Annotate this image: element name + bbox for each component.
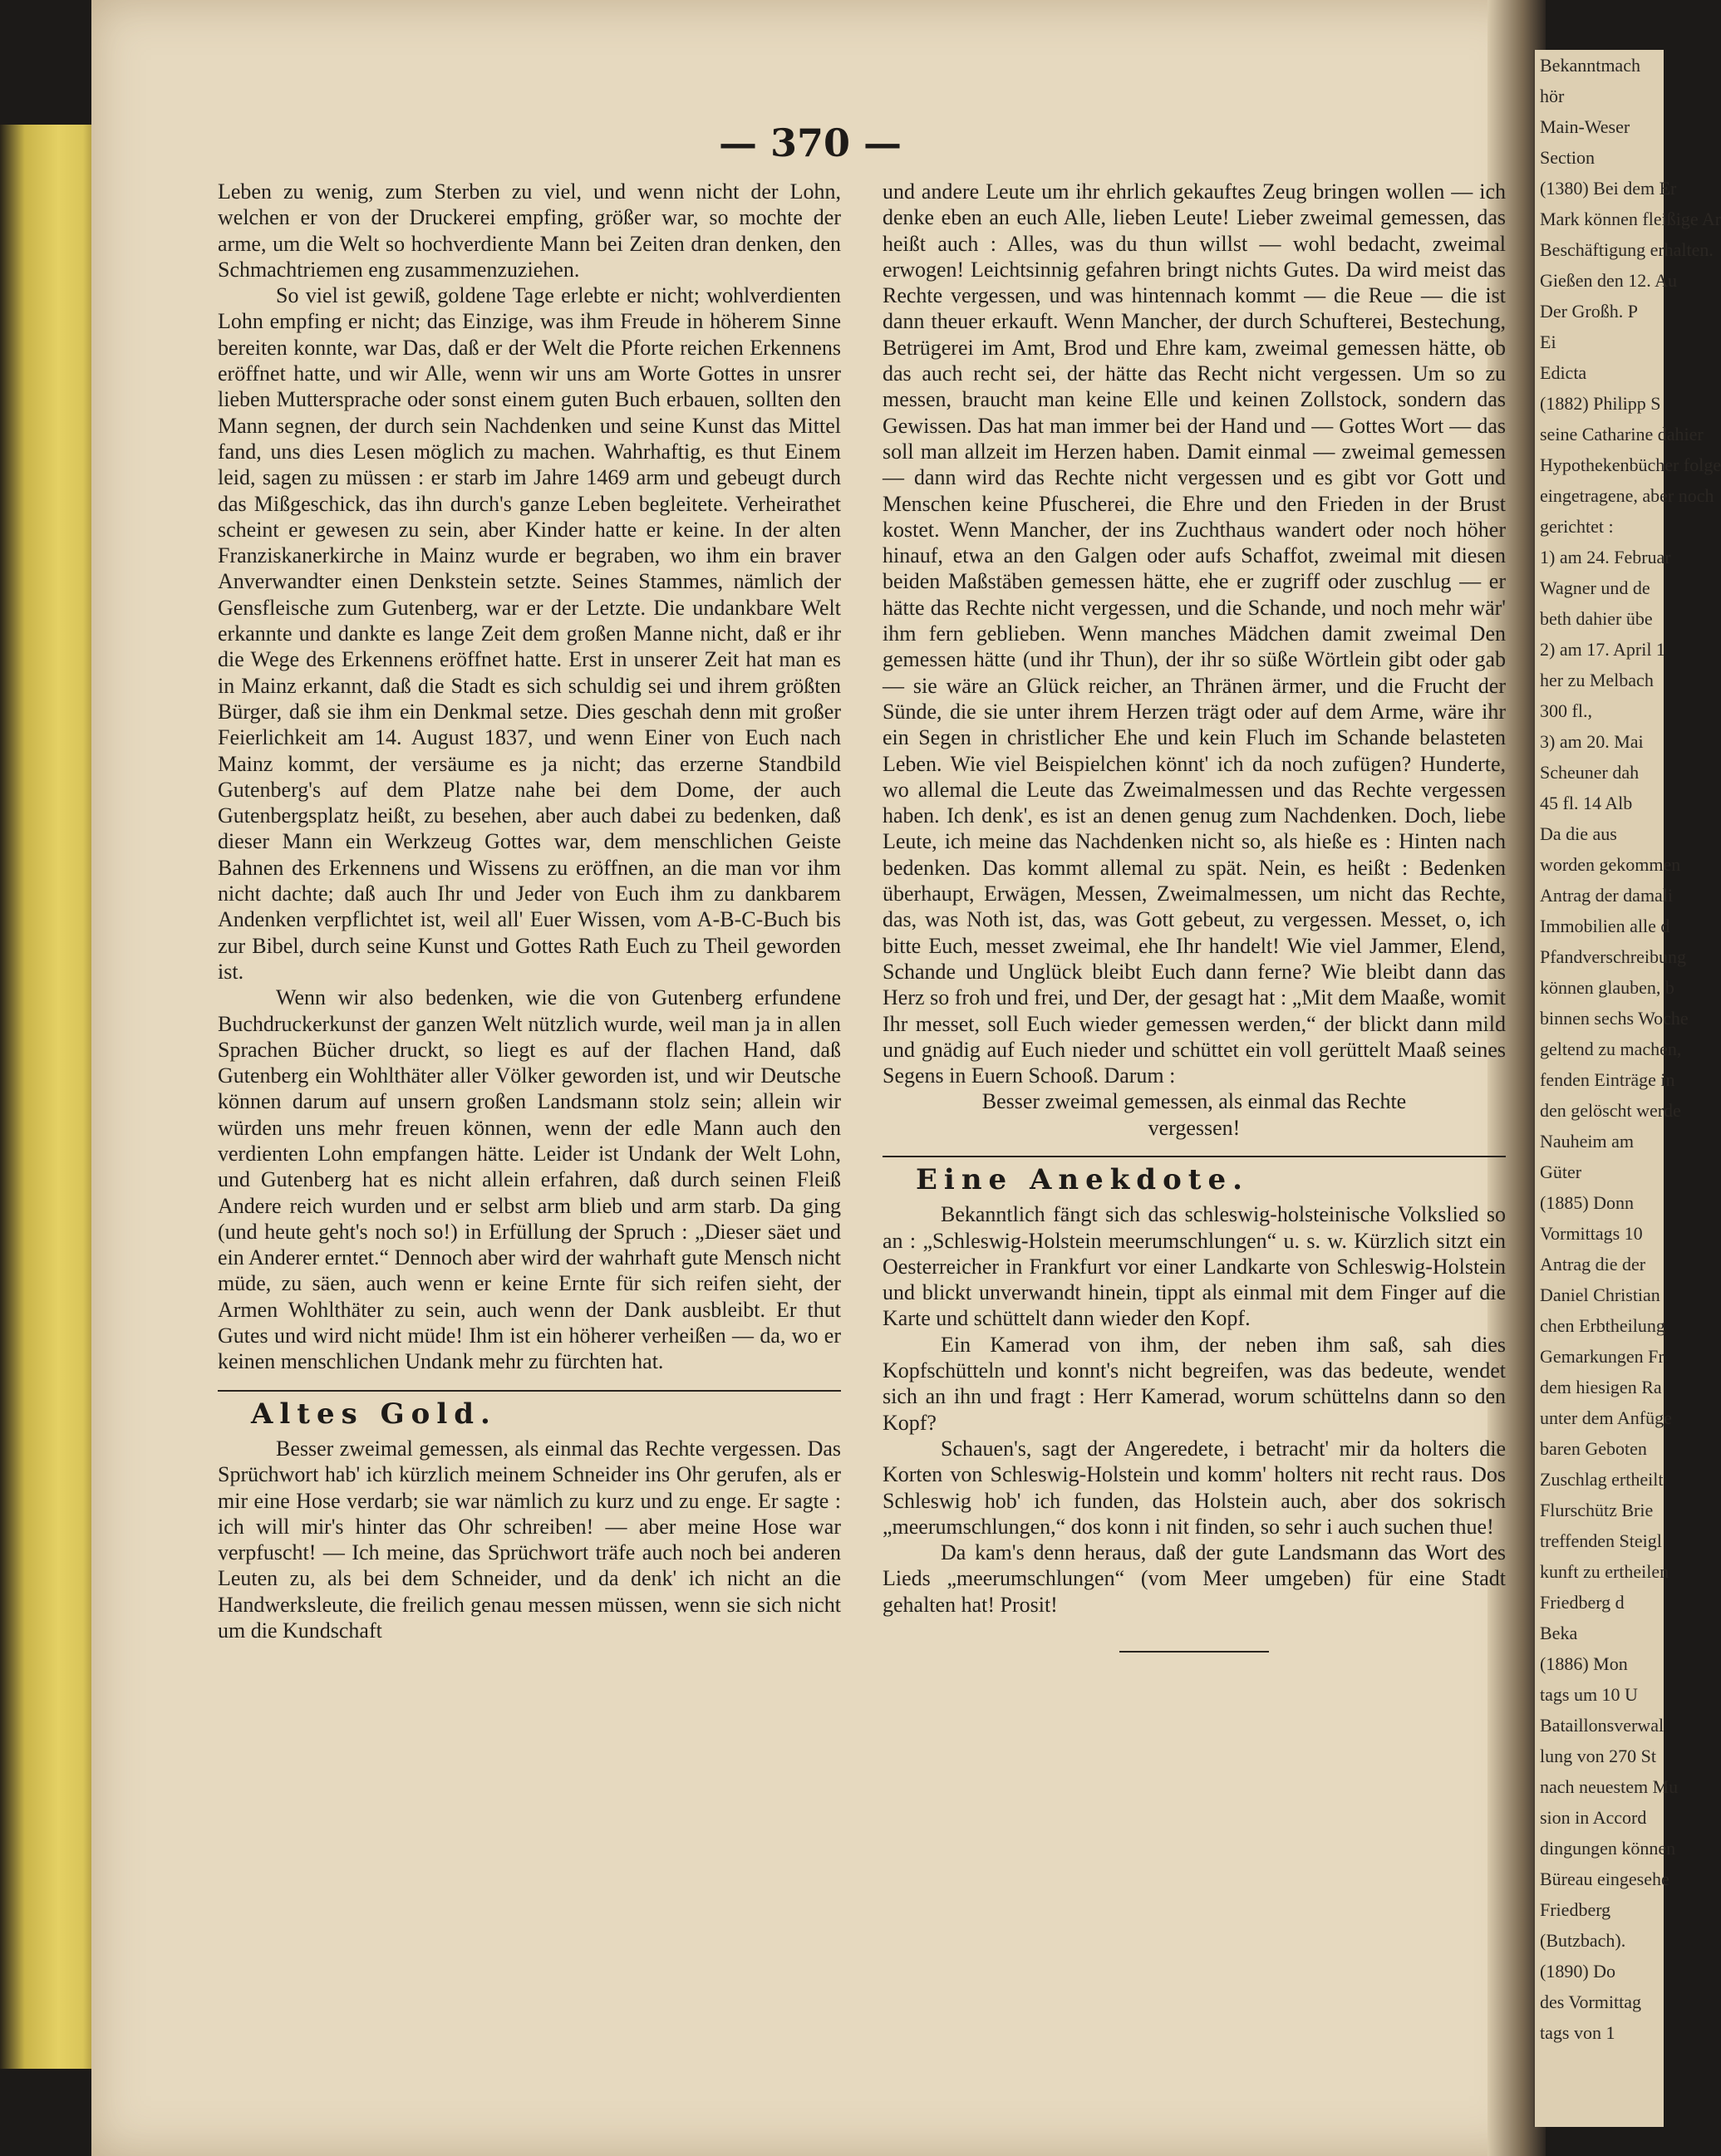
fragment-line: Main-Weser: [1540, 116, 1630, 137]
fragment-line: Vormittags 10: [1540, 1223, 1643, 1244]
fragment-line: (1882) Philipp S: [1540, 393, 1661, 414]
paragraph: Ein Kamerad von ihm, der neben ihm saß, sah dies Kopfschütteln und konnt's nicht begreifen, was das bedeute, wendet sich an ihn und fragt : Herr Kamerad, worum schüttelns dann so den Kopf?: [883, 1332, 1506, 1435]
paragraph: Wenn wir also bedenken, wie die von Gutenberg erfundene Buchdruckerkunst der ganzen Welt nützlich wurde, weil man ja in allen Sprachen Bücher druckt, so liegt es auf der flachen Hand, daß Gutenberg ein Wohlthäter aller Völker geworden ist, und wir Deutsche können darum auf unsern großen Landsmann stolz sein; allein wir würden uns mehr freuen können, wenn der edle Mann auch den verdienten Lohn empfangen hätte. Leider ist Undank der Welt Lohn, und Gutenberg hat es nicht allein erfahren, daß durch seinen Fleiß Andere reich wurden und er selbst arm blieb und arm starb. Da ging (und heute geht's noch so!) in Erfüllung der Spruch : „Dieser säet und ein Anderer erntet.“ Dennoch aber wird der wahrhaft gute Mensch nicht müde, zu säen, auch wenn er keine Ernte für sich reifen sieht, der Armen Wohlthäter zu sein, auch wenn der Dank ausbleibt. Er thut Gutes und wird nicht müde! Ihm ist ein höherer verheißen — da, wo er keinen menschlichen Undank mehr zu fürchten hat.: [218, 985, 841, 1374]
fragment-line: Immobilien alle d: [1540, 916, 1670, 936]
paragraph: So viel ist gewiß, goldene Tage erlebte er nicht; wohlverdienten Lohn empfing er nicht; das Einzige, was ihm Freude in höherem Sinne bereiten konnte, war Das, daß er der Welt die Pforte reichen Erkennens eröffnet hatte, und wir Alle, wenn wir uns am Worte Gottes in unsrer lieben Muttersprache oder sonst einem guten Buch erbauen, sollten den Mann segnen, der durch sein Nachdenken und seine Kunst das Mittel fand, uns dies Lesen möglich zu machen. Wahrhaftig, es thut Einem leid, sagen zu müssen : er starb im Jahre 1469 arm und gebeugt durch das Mißgeschick, das ihn durch's ganze Leben begleitete. Verheirathet scheint er gewesen zu sein, aber Kinder hatte er keine. In der alten Franziskanerkirche in Mainz wurde er begraben, wo ihm ein braver Anverwandter einen Denkstein setzte. Seines Stammes, nämlich der Gensfleische zum Gutenberg, war er der Letzte. Die undankbare Welt erkannte und dankte es lange Zeit dem großen Manne nicht, daß er ihr die Wege des Erkennens eröffnet hatte. Erst in unserer Zeit hat man es in Mainz erkannt, daß die Stadt es sich schuldig sei und ihrem größten Bürger, daß sie ihm ein Denkmal setze. Dies geschah denn mit großer Feierlichkeit am 14. August 1837, und wenn Einer von Euch nach Mainz kommt, der versäume es ja nicht; das erzerne Standbild Gutenberg's auf dem Platze nahe bei dem Dome, der auch Gutenbergsplatz heißt, zu besehen, aber auch dabei zu bedenken, daß dieser Mann ein Werkzeug Gottes war, dem menschlichen Geiste Bahnen des Erkennens und Wissens zu eröffnen, an die man vor ihm nicht dachte; daß auch Ihr und Jeder von Euch ihm zu dankbarem Andenken verpflichtet ist, weil all' Euer Wissen, vom A-B-C-Buch bis zur Bibel, durch seine Kunst und Gottes Rath Euch zu Theil geworden ist.: [218, 283, 841, 984]
fragment-line: tags um 10 U: [1540, 1684, 1638, 1705]
fragment-line: dingungen können: [1540, 1838, 1676, 1859]
fragment-line: Daniel Christian: [1540, 1284, 1660, 1305]
closing-line: vergessen!: [1148, 1115, 1241, 1140]
fragment-line: fenden Einträge in: [1540, 1069, 1675, 1090]
page-number: — 370 —: [718, 120, 902, 165]
fragment-line: Bataillonsverwal: [1540, 1715, 1664, 1736]
paragraph: und andere Leute um ihr ehrlich gekauftes Zeug bringen wollen — ich denke eben an euch Alle, lieben Leute! Lieber zweimal gemessen, das heißt auch : Alles, was du thun willst — wohl bedacht, zweimal erwogen! Leichtsinnig gefahren bringt nichts Gutes. Da wird meist das Rechte vergessen, und was hintennach kommt — die Reue — die ist dann theuer erkauft. Wenn Mancher, der durch Schufterei, Bestechung, Betrügerei im Amt, Brod und Ehre kam, zweimal gemessen hätte, ob das auch recht sei, der hätte das Recht nicht vergessen. Um so zu messen, braucht man keine Elle und keinen Zollstock, sondern das Gewissen. Das hat man immer bei der Hand und — Gottes Wort — das soll man allzeit im Herzen haben. Damit einmal — zweimal gemessen — dann wird das Rechte nicht vergessen und es gibt vor Gott und Menschen keine Pfuscherei, die Ehre und den Frieden in der Brust kostet. Wenn Mancher, der ins Zuchthaus wandert oder noch höher hinauf, etwa an den Galgen oder aufs Schaffot, zweimal mit diesen beiden Maßstäben gemessen hätte, ehe er zugriff oder zuschlug — er hätte das Rechte nicht vergessen, und die Schande, und noch mehr wär' ihm fern geblieben. Wenn manches Mädchen damit zweimal Den gemessen hätte (und ihr Thun), der ihr so süße Wörtlein gibt oder gab — sie wäre an Glück reicher, an Thränen ärmer, und die Frucht der Sünde, die sie unter ihrem Herzen trägt oder auf dem Arme, wäre ihr ein Segen in christlicher Ehe und kein Fluch im Schande belasteten Leben. Wie viel Beispielchen könnt' ich da noch zufügen? Hunderte, wo allemal die Leute das Zweimalmessen und das Rechte vergessen haben. Ich denk', es ist an denen genug zum Nachdenken. Doch, liebe Leute, ich meine das Nachdenken nicht so, als hieße es : Hinten nach bedenken. Das kommt allemal zu spät. Nein, es heißt : Bedenken überhaupt, Erwägen, Messen, Zweimalmessen, um nicht das Rechte, das, was Noth ist, das, was Gott gebeut, zu vergessen. Messet, o, ich bitte Euch, messet zweimal, ehe Ihr handelt! Wie viel Jammer, Elend, Schande und Unglück bleibt Euch dann ferne? Wie bleibt dann das Herz so froh und frei, und Der, der gesagt hat : „Mit dem Maaße, womit Ihr messet, soll Euch wieder gemessen werden,“ der blickt dann mild und gnädig auf Euch nieder und schüttet ein voll gerüttelt Maaß seines Segens in Euern Schooß. Darum :: [883, 179, 1506, 1088]
paragraph: Bekanntlich fängt sich das schleswig-holsteinische Volkslied so an : „Schleswig-Holstein meerumschlungen“ u. s. w. Kürzlich sitzt ein Oesterreicher in Frankfurt vor einer Landkarte von Schleswig-Holstein und blickt unverwandt hinein, tippt als einmal mit dem Finger auf die Karte und schüttelt dann wieder den Kopf.: [883, 1202, 1506, 1331]
fragment-line: chen Erbtheilung: [1540, 1315, 1665, 1336]
paragraph: Besser zweimal gemessen, als einmal das Rechte vergessen. Das Sprüchwort hab' ich kürzlich meinem Schneider ins Ohr gerufen, als er mir eine Hose verdarb; sie war nämlich zu kurz und zu enge. Er sagte : ich will mir's hinter das Ohr schreiben! — aber meine Hose war verpfuscht! — Ich meine, das Sprüchwort träfe auch noch bei anderen Leuten zu, als bei dem Schneider, und da denk' ich nicht an die Handwerksleute, die freilich genau messen müssen, wenn sie sich nicht um die Kundschaft: [218, 1436, 841, 1643]
fragment-line: unter dem Anfüge: [1540, 1407, 1672, 1428]
fragment-line: Gemarkungen Fr: [1540, 1346, 1664, 1367]
fragment-line: Flurschütz Brie: [1540, 1500, 1654, 1520]
fragment-line: baren Geboten: [1540, 1438, 1647, 1459]
paragraph: Leben zu wenig, zum Sterben zu viel, und wenn nicht der Lohn, welchen er von der Druckerei empfing, größer war, so mochte der arme, um die Welt so hochverdiente Mann bei Zeiten dran denken, den Schmachtriemen eng zusammenzuziehen.: [218, 179, 841, 282]
fragment-line: Antrag der damali: [1540, 885, 1674, 906]
fragment-line: beth dahier übe: [1540, 608, 1653, 629]
fragment-line: 45 fl. 14 Alb: [1540, 793, 1633, 813]
fragment-line: 3) am 20. Mai: [1540, 731, 1644, 752]
fragment-line: des Vormittag: [1540, 1991, 1642, 2012]
fragment-line: (1890) Do: [1540, 1961, 1616, 1982]
fragment-line: können glauben, b: [1540, 977, 1674, 998]
fragment-line: 1) am 24. Februar: [1540, 547, 1671, 567]
fragment-line: eingetragene, aber noch: [1540, 485, 1714, 506]
fragment-line: kunft zu ertheilen: [1540, 1561, 1669, 1582]
left-column: [218, 179, 841, 1643]
fragment-line: (1380) Bei dem Er: [1540, 178, 1677, 199]
section-divider: [883, 1156, 1506, 1157]
section-divider: [218, 1390, 841, 1392]
fragment-line: Güter: [1540, 1161, 1582, 1182]
fragment-line: Antrag die der: [1540, 1254, 1646, 1274]
fragment-line: Scheuner dah: [1540, 762, 1640, 783]
fragment-line: dem hiesigen Ra: [1540, 1377, 1662, 1397]
fragment-line: den gelöscht werde: [1540, 1100, 1681, 1121]
fragment-line: Pfandverschreibung: [1540, 946, 1686, 967]
fragment-line: Beschäftigung erhalten.: [1540, 239, 1714, 260]
fragment-line: Der Großh. P: [1540, 301, 1638, 322]
closing-line: Besser zweimal gemessen, als einmal das Rechte: [981, 1089, 1407, 1114]
fragment-line: Friedberg d: [1540, 1592, 1625, 1613]
fragment-line: lung von 270 St: [1540, 1746, 1656, 1766]
fragment-line: Mark können fleißige Ar: [1540, 209, 1721, 229]
fragment-line: 2) am 17. April 1: [1540, 639, 1665, 660]
paragraph: Da kam's denn heraus, daß der gute Landsmann das Wort des Lieds „meerumschlungen“ (vom Meer umgeben) für eine Stadt gehalten hat! Prosit!: [883, 1540, 1506, 1617]
fragment-line: worden gekommen: [1540, 854, 1681, 875]
fragment-line: Nauheim am: [1540, 1131, 1635, 1152]
fragment-line: Wagner und de: [1540, 577, 1650, 598]
fragment-line: gerichtet :: [1540, 516, 1614, 537]
next-page-fragment: [1533, 50, 1721, 2127]
fragment-line: Section: [1540, 147, 1595, 168]
fragment-line: treffenden Steigl: [1540, 1530, 1662, 1551]
fragment-line: Bekanntmach: [1540, 55, 1640, 76]
fragment-line: hör: [1540, 86, 1565, 106]
fragment-line: Da die aus: [1540, 823, 1617, 844]
fragment-line: her zu Melbach: [1540, 670, 1654, 690]
end-rule: [1119, 1651, 1269, 1653]
fragment-line: Büreau eingesehe: [1540, 1869, 1669, 1889]
fragment-line: (1885) Donn: [1540, 1192, 1635, 1213]
fragment-line: Edicta: [1540, 362, 1587, 383]
fragment-line: Hypothekenbücher folge: [1540, 454, 1721, 475]
section-title-altes-gold: Altes Gold.: [251, 1397, 497, 1431]
book-edge: [0, 125, 91, 2069]
fragment-line: geltend zu machen,: [1540, 1039, 1682, 1059]
fragment-line: 300 fl.,: [1540, 700, 1592, 721]
fragment-line: Ei: [1540, 332, 1556, 352]
fragment-line: sion in Accord: [1540, 1807, 1647, 1828]
fragment-line: Friedberg: [1540, 1899, 1611, 1920]
right-column: [883, 179, 1506, 1653]
section-title-anekdote: Eine Anekdote.: [916, 1162, 1249, 1196]
fragment-line: tags von 1: [1540, 2022, 1615, 2043]
fragment-line: Zuschlag ertheilt: [1540, 1469, 1664, 1490]
paragraph: Schauen's, sagt der Angeredete, i betracht' mir da holters die Korten von Schleswig-Holstein und komm' holters nit recht raus. Dos Schleswig hob' ich funden, das Holstein auch, aber dos sokrisch „meerumschlungen,“ dos konn i nit finden, so sehr i auch suchen thue!: [883, 1436, 1506, 1539]
fragment-line: (1886) Mon: [1540, 1653, 1628, 1674]
fragment-line: binnen sechs Woche: [1540, 1008, 1689, 1029]
fragment-line: (Butzbach).: [1540, 1930, 1626, 1951]
fragment-line: seine Catharine dahier: [1540, 424, 1704, 444]
fragment-line: Beka: [1540, 1623, 1578, 1643]
fragment-line: Gießen den 12. Au: [1540, 270, 1677, 291]
fragment-line: nach neuestem Mu: [1540, 1776, 1679, 1797]
